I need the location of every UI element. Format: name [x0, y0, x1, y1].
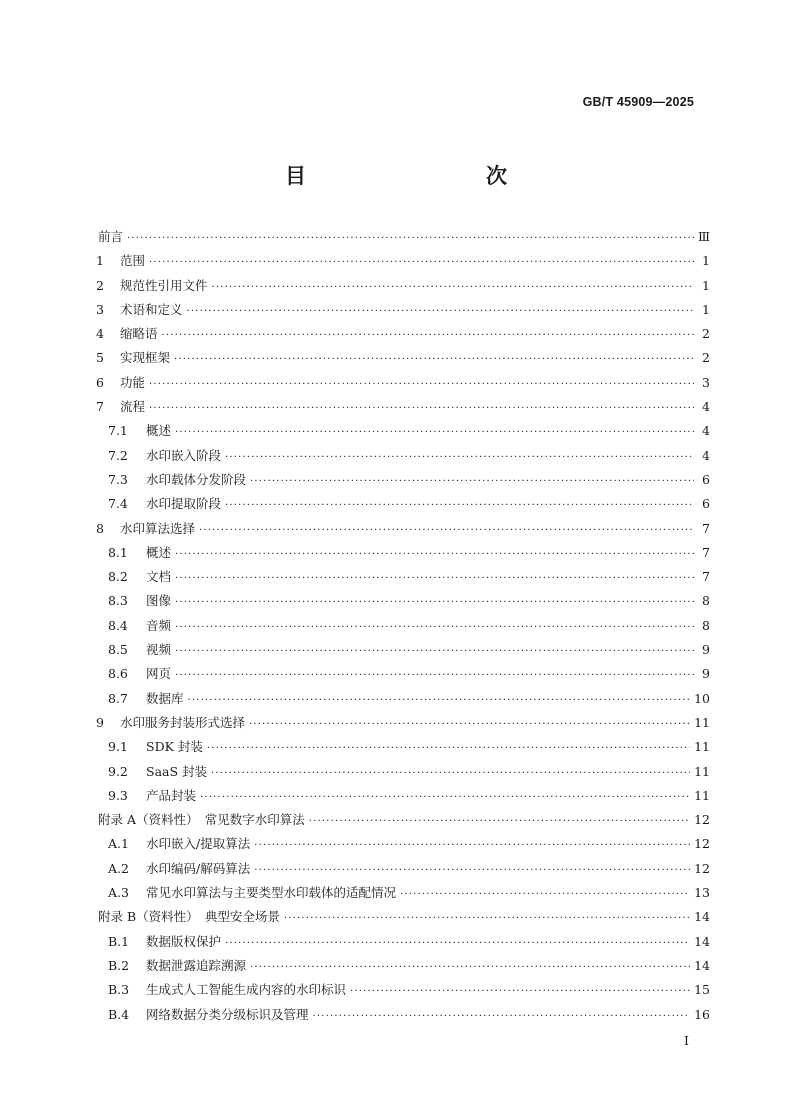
- toc-entry-page: 3: [702, 374, 710, 390]
- dot-leader: [309, 810, 690, 834]
- toc-entry-label: 文档: [146, 569, 172, 585]
- dot-leader: [207, 737, 690, 761]
- toc-subentry[interactable]: [96, 662, 710, 686]
- toc-subentry[interactable]: [96, 589, 710, 613]
- toc-subentry[interactable]: [96, 565, 710, 589]
- dot-leader: [254, 834, 690, 858]
- toc-entry[interactable]: [96, 322, 710, 346]
- toc-entry-label: 水印服务封装形式选择: [120, 714, 246, 730]
- dot-leader: [200, 786, 690, 810]
- toc-entry-label: SDK 封装: [146, 739, 203, 755]
- dot-leader: [249, 713, 690, 737]
- toc-entry-number: 8.7: [108, 690, 128, 706]
- toc-subentry[interactable]: [96, 832, 710, 856]
- toc-entry-label: 术语和定义: [120, 301, 183, 317]
- dot-leader: [212, 276, 694, 300]
- toc-subentry[interactable]: [96, 1003, 710, 1027]
- toc-entry-label: 音频: [146, 617, 172, 633]
- dot-leader: [250, 956, 690, 980]
- toc-entry-page: Ⅲ: [697, 229, 710, 244]
- toc-entry-page: 4: [702, 423, 710, 439]
- toc-entry-number: 7.3: [108, 471, 128, 487]
- toc-entry-label: 缩略语: [120, 326, 158, 342]
- toc-entry[interactable]: [96, 249, 710, 273]
- toc-entry-number: B.4: [108, 1006, 130, 1022]
- toc-subentry[interactable]: [96, 614, 710, 638]
- toc-entry-number: 6: [96, 374, 104, 390]
- toc-entry[interactable]: [96, 371, 710, 395]
- toc-entry-label: 附录 B（资料性） 典型安全场景: [98, 909, 280, 925]
- toc-entry-page: 9: [702, 666, 710, 682]
- toc-entry-page: 14: [694, 933, 710, 949]
- toc-entry-page: 2: [702, 350, 710, 366]
- toc-entry-label: 常见水印算法与主要类型水印载体的适配情况: [146, 885, 397, 901]
- toc-entry-number: 7: [96, 399, 104, 415]
- dot-leader: [175, 616, 694, 640]
- toc-subentry[interactable]: [96, 954, 710, 978]
- toc-subentry[interactable]: [96, 638, 710, 662]
- dot-leader: [225, 446, 694, 470]
- toc-entry[interactable]: [96, 905, 710, 929]
- dot-leader: [175, 591, 694, 615]
- toc-entry-page: 1: [702, 277, 710, 293]
- toc-entry-page: 14: [694, 909, 710, 925]
- toc-entry-label: 规范性引用文件: [120, 277, 208, 293]
- toc-entry-number: 7.4: [108, 496, 128, 512]
- dot-leader: [149, 397, 694, 421]
- toc-entry-page: 14: [694, 957, 710, 973]
- dot-leader: [188, 689, 691, 713]
- toc-entry-label: 范围: [120, 253, 146, 269]
- toc-entry-label: 网页: [146, 666, 172, 682]
- toc-entry-number: 8.5: [108, 642, 128, 658]
- toc-entry-number: 8.2: [108, 569, 128, 585]
- dot-leader: [175, 543, 694, 567]
- toc-entry-number: A.1: [108, 836, 129, 852]
- toc-entry[interactable]: [96, 808, 710, 832]
- toc-entry[interactable]: [96, 225, 710, 249]
- toc-subentry[interactable]: [96, 978, 710, 1002]
- toc-entry-page: 13: [694, 885, 710, 901]
- toc-subentry[interactable]: [96, 419, 710, 443]
- toc-entry-label: 水印提取阶段: [146, 496, 222, 512]
- toc-subentry[interactable]: [96, 735, 710, 759]
- dot-leader: [162, 324, 694, 348]
- toc-subentry[interactable]: [96, 760, 710, 784]
- toc-entry[interactable]: [96, 298, 710, 322]
- dot-leader: [254, 859, 690, 883]
- dot-leader: [284, 907, 690, 931]
- toc-subentry[interactable]: [96, 857, 710, 881]
- toc-entry-label: 前言: [98, 229, 124, 244]
- dot-leader: [175, 640, 694, 664]
- toc-entry-page: 7: [702, 544, 710, 560]
- dot-leader: [225, 932, 690, 956]
- dot-leader: [175, 421, 694, 445]
- toc-entry-label: 概述: [146, 423, 172, 439]
- toc-entry-label: 附录 A（资料性） 常见数字水印算法: [98, 812, 305, 828]
- dot-leader: [175, 664, 694, 688]
- page-title: 目 次: [285, 164, 553, 188]
- toc-subentry[interactable]: [96, 492, 710, 516]
- toc-entry-page: 6: [702, 496, 710, 512]
- toc-subentry[interactable]: [96, 468, 710, 492]
- toc-entry-page: 10: [694, 690, 710, 706]
- toc-entry-number: 7.2: [108, 447, 128, 463]
- toc-entry-page: 7: [702, 569, 710, 585]
- dot-leader: [127, 227, 694, 251]
- toc-entry-number: 7.1: [108, 423, 128, 439]
- dot-leader: [211, 762, 690, 786]
- standard-code: GB/T 45909—2025: [582, 95, 694, 109]
- toc-entry-number: 8.4: [108, 617, 128, 633]
- toc-entry-number: B.3: [108, 982, 130, 998]
- toc-entry-page: 12: [694, 812, 710, 828]
- dot-leader: [149, 251, 694, 275]
- toc-subentry[interactable]: [96, 930, 710, 954]
- toc-entry-label: 流程: [120, 399, 146, 415]
- toc-entry-page: 1: [702, 301, 710, 317]
- toc-entry-number: B.1: [108, 933, 130, 949]
- toc-subentry[interactable]: [96, 881, 710, 905]
- toc-entry-label: 水印嵌入阶段: [146, 447, 222, 463]
- toc-entry-label: 实现框架: [120, 350, 171, 366]
- toc-entry-page: 15: [694, 982, 710, 998]
- toc-entry-page: 9: [702, 642, 710, 658]
- toc-entry-number: 8.1: [108, 544, 128, 560]
- dot-leader: [313, 1005, 691, 1029]
- toc-entry-page: 8: [702, 593, 710, 609]
- toc-entry-number: 4: [96, 326, 104, 342]
- dot-leader: [199, 519, 694, 543]
- toc-entry-label: 功能: [120, 374, 146, 390]
- toc-entry-number: 5: [96, 350, 104, 366]
- toc-entry-label: 产品封装: [146, 787, 197, 803]
- toc-entry-page: 12: [694, 836, 710, 852]
- toc-entry-page: 16: [694, 1006, 710, 1022]
- toc-entry-label: 数据泄露追踪溯源: [146, 957, 247, 973]
- toc-entry-label: 水印载体分发阶段: [146, 471, 247, 487]
- toc-entry-number: 3: [96, 301, 104, 317]
- toc-entry-label: SaaS 封装: [146, 763, 208, 779]
- dot-leader: [187, 300, 694, 324]
- toc-entry-page: 7: [702, 520, 710, 536]
- footer-page-number: I: [684, 1033, 689, 1048]
- toc-entry-number: 1: [96, 253, 104, 269]
- dot-leader: [149, 373, 694, 397]
- toc-entry-number: 9.2: [108, 763, 128, 779]
- dot-leader: [250, 470, 694, 494]
- toc-entry-number: 9: [96, 714, 104, 730]
- toc-entry-number: A.2: [108, 860, 129, 876]
- toc-entry[interactable]: [96, 346, 710, 370]
- dot-leader: [225, 494, 694, 518]
- toc-entry-label: 生成式人工智能生成内容的水印标识: [146, 982, 347, 998]
- dot-leader: [400, 883, 690, 907]
- toc-entry-page: 2: [702, 326, 710, 342]
- toc-subentry[interactable]: [96, 687, 710, 711]
- toc-entry-label: 水印算法选择: [120, 520, 196, 536]
- toc-entry-number: 2: [96, 277, 104, 293]
- dot-leader: [350, 980, 690, 1004]
- toc-entry-page: 11: [694, 739, 710, 755]
- toc-entry-number: B.2: [108, 957, 130, 973]
- toc-entry-number: 9.3: [108, 787, 128, 803]
- toc-entry-page: 11: [694, 763, 710, 779]
- toc-entry-label: 视频: [146, 642, 172, 658]
- toc-entry-page: 11: [694, 787, 710, 803]
- toc-entry-label: 数据库: [146, 690, 184, 706]
- dot-leader: [174, 348, 694, 372]
- toc-entry-page: 12: [694, 860, 710, 876]
- toc-subentry[interactable]: [96, 541, 710, 565]
- toc-entry-number: 8.3: [108, 593, 128, 609]
- toc-entry[interactable]: [96, 395, 710, 419]
- toc-entry-page: 6: [702, 471, 710, 487]
- toc-entry-number: 9.1: [108, 739, 128, 755]
- toc-entry-label: 图像: [146, 593, 172, 609]
- dot-leader: [175, 567, 694, 591]
- table-of-contents: [96, 225, 710, 1027]
- toc-entry-page: 8: [702, 617, 710, 633]
- toc-entry-page: 4: [702, 447, 710, 463]
- toc-entry-page: 11: [694, 714, 710, 730]
- toc-entry-label: 概述: [146, 544, 172, 560]
- toc-entry[interactable]: [96, 517, 710, 541]
- toc-entry-label: 水印编码/解码算法: [146, 860, 251, 876]
- toc-entry[interactable]: [96, 274, 710, 298]
- toc-entry-number: 8: [96, 520, 104, 536]
- toc-entry-page: 4: [702, 399, 710, 415]
- toc-entry-label: 水印嵌入/提取算法: [146, 836, 251, 852]
- toc-entry[interactable]: [96, 711, 710, 735]
- toc-entry-number: A.3: [108, 885, 129, 901]
- toc-subentry[interactable]: [96, 444, 710, 468]
- toc-entry-label: 数据版权保护: [146, 933, 222, 949]
- toc-entry-page: 1: [702, 253, 710, 269]
- toc-entry-number: 8.6: [108, 666, 128, 682]
- toc-entry-label: 网络数据分类分级标识及管理: [146, 1006, 309, 1022]
- toc-subentry[interactable]: [96, 784, 710, 808]
